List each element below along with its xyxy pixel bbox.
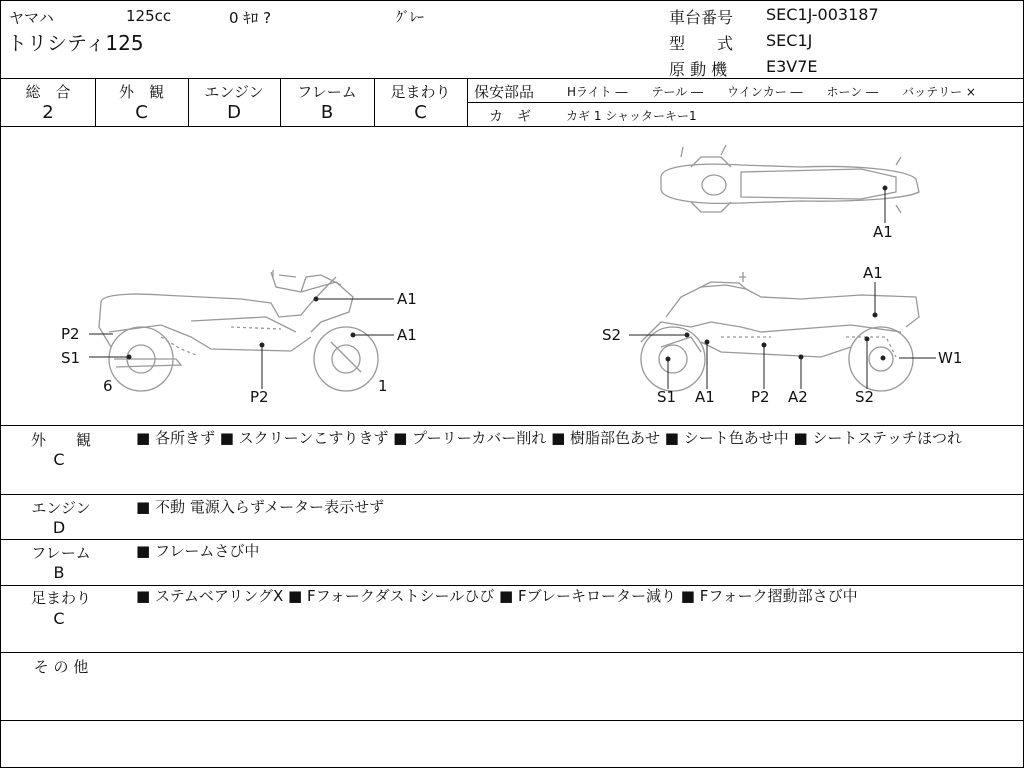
safety-parts-items: Hライト ― テール ― ウインカー ― ホーン ― バッテリー × <box>567 85 976 99</box>
grade-suspension-label: 足まわり <box>390 83 451 101</box>
mark-left-s1: S1 <box>61 349 81 367</box>
engine-model-label: 原 動 機 <box>669 60 728 79</box>
mark-top-a1: A1 <box>873 223 893 241</box>
mark-right-a2: A2 <box>788 388 808 406</box>
mark-right-s1: S1 <box>657 388 677 406</box>
mark-left-a1-mid: A1 <box>397 326 417 344</box>
key-label: カ ギ <box>489 109 531 125</box>
mark-right-w1: W1 <box>938 349 963 367</box>
frame-number-label: 車台番号 <box>669 8 734 27</box>
grade-suspension-value: C <box>414 102 427 123</box>
divider <box>1 652 1023 653</box>
mark-right-s2: S2 <box>855 388 875 406</box>
mark-left-6: 6 <box>103 377 113 395</box>
frame-number: SEC1J-003187 <box>766 5 879 24</box>
model-name: トリシティ125 <box>7 31 144 55</box>
scooter-left-view <box>99 270 378 391</box>
mark-right-s2-left: S2 <box>602 326 622 344</box>
section-exterior-label: 外 観 <box>30 431 91 449</box>
displacement: 125cc <box>126 7 172 25</box>
grade-exterior-label: 外 観 <box>118 83 164 101</box>
divider <box>1 720 1023 721</box>
grade-frame-label: フレーム <box>297 83 357 101</box>
section-engine-text: ■ 不動 電源入らずメーター表示せず <box>136 498 385 516</box>
mark-left-a1-top: A1 <box>397 290 417 308</box>
section-frame-label: フレーム <box>31 544 91 562</box>
divider <box>467 102 1023 103</box>
section-suspension-grade: C <box>53 609 65 628</box>
section-exterior-grade: C <box>53 450 65 469</box>
mark-left-1: 1 <box>378 377 388 395</box>
divider <box>1 78 1023 79</box>
key-value: カギ 1 シャッターキー1 <box>566 109 697 123</box>
section-exterior-text: ■ 各所きず ■ スクリーンこすりきず ■ プーリーカバー削れ ■ 樹脂部色あせ ■ シート色あせ中 ■ シートステッチほつれ <box>136 429 962 447</box>
section-suspension-text: ■ ステムベアリングX ■ Fフォークダストシールひび ■ Fブレーキローター減り ■ Fフォーク摺動部さび中 <box>136 587 858 605</box>
engine-model-value: E3V7E <box>766 57 818 76</box>
mark-left-p2-bottom: P2 <box>250 388 269 406</box>
type-value: SEC1J <box>766 31 813 50</box>
mileage: 0 ｷﾛ ? <box>229 9 272 27</box>
section-engine-label: エンジン <box>31 499 91 517</box>
section-frame-text: ■ フレームさび中 <box>136 542 260 560</box>
scooter-right-view <box>641 272 919 391</box>
grade-total-value: 2 <box>42 102 54 123</box>
color-value: ｸﾞﾚｰ <box>396 10 424 26</box>
grade-total-label: 総 合 <box>25 83 71 101</box>
damage-diagram <box>1 127 1023 425</box>
section-suspension-label: 足まわり <box>30 589 91 607</box>
section-frame-grade: B <box>53 563 65 582</box>
mark-right-a1-top: A1 <box>863 264 883 282</box>
maker-name: ヤマハ <box>9 9 54 27</box>
mark-right-a1: A1 <box>695 388 715 406</box>
grade-engine-label: エンジン <box>204 83 264 101</box>
grade-exterior-value: C <box>135 102 148 123</box>
grade-frame-value: B <box>320 102 334 123</box>
safety-parts-label: 保安部品 <box>474 83 535 101</box>
section-engine-grade: D <box>52 518 66 537</box>
mark-left-p2-side: P2 <box>61 325 80 343</box>
scooter-top-view <box>661 145 919 213</box>
section-other-label: そ の 他 <box>33 658 89 676</box>
grade-engine-value: D <box>227 102 241 123</box>
mark-right-p2: P2 <box>751 388 770 406</box>
type-label: 型 式 <box>669 34 734 53</box>
